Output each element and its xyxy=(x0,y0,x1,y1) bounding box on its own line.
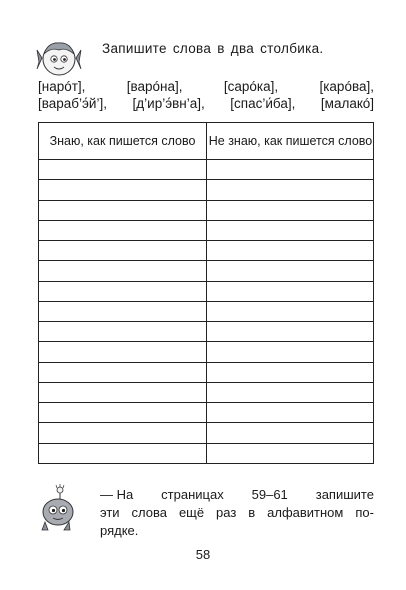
note-word: 59–61 xyxy=(251,487,288,502)
note-word: по- xyxy=(355,505,374,520)
note-word: слова xyxy=(131,505,167,520)
column-header-know: Знаю, как пишется слово xyxy=(49,133,196,148)
word: [вараб’э́й’], xyxy=(38,96,107,111)
word-list xyxy=(38,78,374,112)
table-row-line xyxy=(39,402,373,403)
header-separator xyxy=(39,159,373,160)
note-line xyxy=(100,486,374,504)
table-row-line xyxy=(39,281,373,282)
note-word: эти xyxy=(100,505,120,520)
word: [варóна], xyxy=(126,79,183,94)
word: [д’ир’э́вн’а], xyxy=(132,96,205,111)
column-divider xyxy=(206,123,207,463)
robot-mascot-icon xyxy=(36,484,78,534)
note-word: рядке. xyxy=(100,523,139,538)
table-row-line xyxy=(39,422,373,423)
note-word: раз xyxy=(216,505,237,520)
task-note xyxy=(100,486,374,540)
table-row-line xyxy=(39,220,373,221)
table-row-line xyxy=(39,341,373,342)
note-line xyxy=(100,522,374,540)
note-word: запишите xyxy=(315,487,374,502)
note-word: в xyxy=(248,505,256,520)
table-row-line xyxy=(39,200,373,201)
table-row-line xyxy=(39,382,373,383)
word: [спас’и́ба], xyxy=(230,96,296,111)
note-word: алфавитном xyxy=(267,505,344,520)
instruction-text: Запишите слова в два столбика. xyxy=(102,41,324,56)
table-row-line xyxy=(39,443,373,444)
table-row-line xyxy=(39,321,373,322)
table-row-line xyxy=(39,362,373,363)
note-word: — На xyxy=(100,487,134,502)
column-header-dont-know: Не знаю, как пишется слово xyxy=(208,133,373,148)
note-word: страницах xyxy=(161,487,224,502)
girl-mascot-icon xyxy=(36,36,82,80)
page-number: 58 xyxy=(195,547,211,562)
word-row xyxy=(38,95,374,112)
word: [сарóка], xyxy=(223,79,279,94)
answer-table xyxy=(38,122,374,464)
table-row-line xyxy=(39,240,373,241)
note-word: ещё xyxy=(178,505,205,520)
word: [карóва], xyxy=(319,79,374,94)
table-row-line xyxy=(39,260,373,261)
word-row xyxy=(38,78,374,95)
table-row-line xyxy=(39,179,373,180)
word: [нарóт], xyxy=(38,79,86,94)
table-row-line xyxy=(39,301,373,302)
note-line xyxy=(100,504,374,522)
word: [малакó] xyxy=(320,96,374,111)
